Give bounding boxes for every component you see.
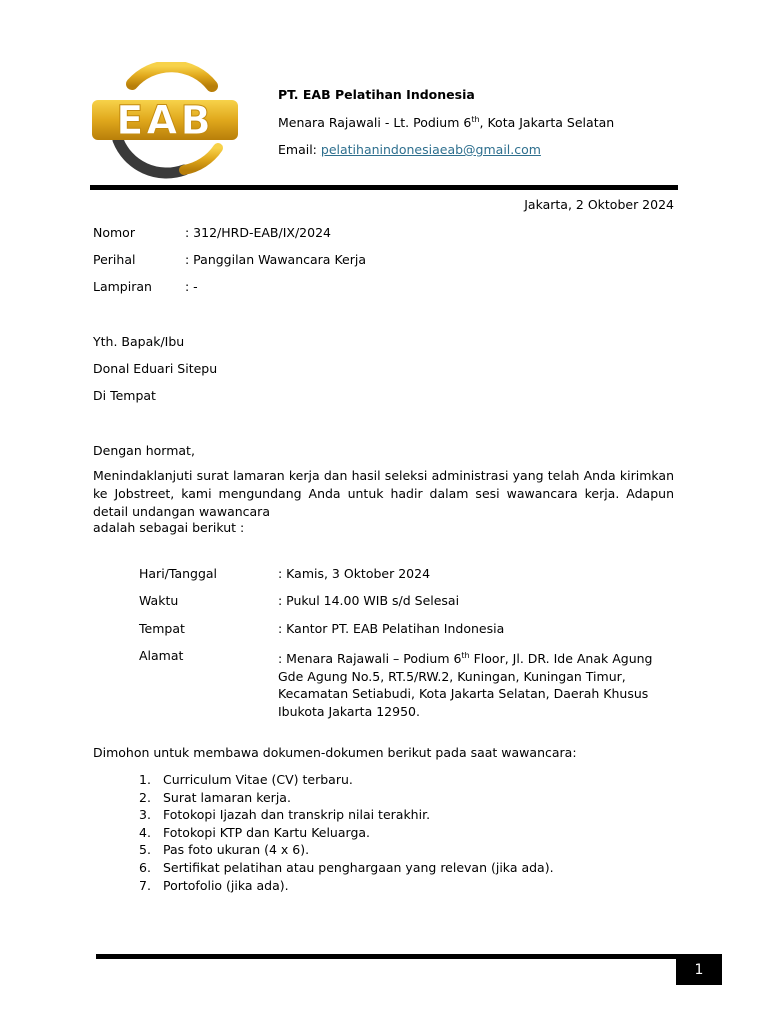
place-date: Jakarta, 2 Oktober 2024 xyxy=(524,197,674,212)
company-address: Menara Rajawali - Lt. Podium 6th, Kota Jakarta Selatan xyxy=(278,115,615,131)
recipient-name: Donal Eduari Sitepu xyxy=(93,361,218,376)
list-item: 6. Sertifikat pelatihan atau penghargaan yang relevan (jika ada). xyxy=(139,859,554,875)
intro-paragraph: Menindaklanjuti surat lamaran kerja dan hasil seleksi administrasi yang telah Anda kirimkan ke Jobstreet, kami mengundang Anda untuk hadir dalam sesi wawancara kerja. Adapun detail undangan wawancara xyxy=(93,468,674,519)
company-name: PT. EAB Pelatihan Indonesia xyxy=(278,87,475,102)
detail-address-label: Alamat xyxy=(139,648,184,663)
detail-address-value: : Menara Rajawali – Podium 6th Floor, Jl. DR. Ide Anak Agung Gde Agung No.5, RT.5/RW.2, Kuningan, Kuningan Timur, Kecamatan Setiabudi, Kota Jakarta Selatan, Daerah Khusus Ibukota Jakarta 12950. xyxy=(278,651,653,719)
detail-time-label: Waktu xyxy=(139,593,179,608)
company-email: Email: pelatihanindonesiaeab@gmail.com xyxy=(278,142,541,157)
meta-lampiran-value: : - xyxy=(185,279,198,294)
list-item: 4. Fotokopi KTP dan Kartu Keluarga. xyxy=(139,824,371,840)
meta-lampiran-label: Lampiran xyxy=(93,279,152,294)
detail-place-label: Tempat xyxy=(139,621,185,636)
email-link[interactable]: pelatihanindonesiaeab@gmail.com xyxy=(320,142,541,157)
svg-text:EAB: EAB xyxy=(116,98,214,144)
detail-day-value: : Kamis, 3 Oktober 2024 xyxy=(278,566,431,581)
header-divider xyxy=(90,185,678,190)
intro-end: adalah sebagai berikut : xyxy=(93,520,245,535)
logo-swoosh-dark xyxy=(118,140,184,173)
detail-place-value: : Kantor PT. EAB Pelatihan Indonesia xyxy=(278,621,505,636)
company-logo xyxy=(88,62,242,180)
footer-divider xyxy=(96,954,722,959)
list-item: 7. Portofolio (jika ada). xyxy=(139,877,289,893)
list-item: 1. Curriculum Vitae (CV) terbaru. xyxy=(139,772,353,787)
list-item: 2. Surat lamaran kerja. xyxy=(139,789,291,805)
logo-swoosh-gold xyxy=(132,66,212,86)
documents-list xyxy=(139,771,554,894)
meta-nomor-value: : 312/HRD-EAB/IX/2024 xyxy=(185,225,331,240)
recipient-line: Yth. Bapak/Ibu xyxy=(93,334,185,349)
page-number: 1 xyxy=(676,954,722,985)
greeting: Dengan hormat, xyxy=(93,443,195,458)
meta-perihal-value: : Panggilan Wawancara Kerja xyxy=(185,252,366,267)
documents-intro: Dimohon untuk membawa dokumen-dokumen berikut pada saat wawancara: xyxy=(93,745,577,760)
recipient-location: Di Tempat xyxy=(93,388,156,403)
logo-swoosh-gold-lower xyxy=(184,148,218,170)
detail-day-label: Hari/Tanggal xyxy=(139,566,218,581)
list-item: 3. Fotokopi Ijazah dan transkrip nilai terakhir. xyxy=(139,807,431,823)
list-item: 5. Pas foto ukuran (4 x 6). xyxy=(139,842,310,858)
meta-perihal-label: Perihal xyxy=(93,252,136,267)
detail-time-value: : Pukul 14.00 WIB s/d Selesai xyxy=(278,593,460,608)
meta-nomor-label: Nomor xyxy=(93,225,135,240)
